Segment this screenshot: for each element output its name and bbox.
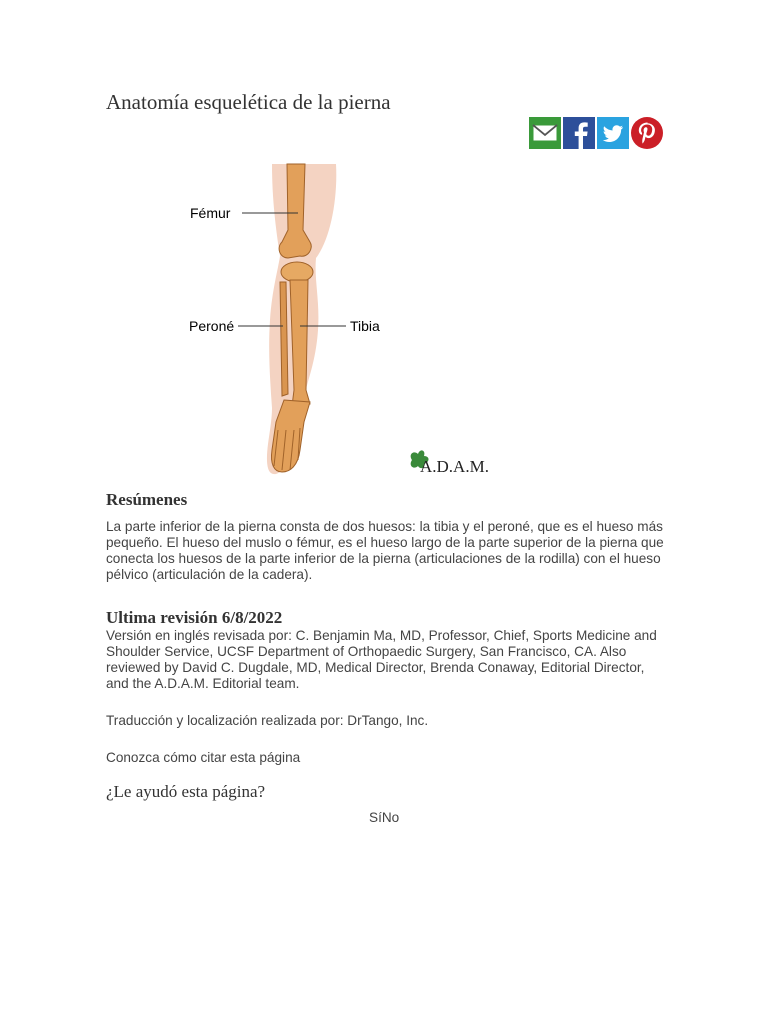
twitter-share-button[interactable] [597,117,629,149]
revision-text: Versión en inglés revisada por: C. Benjamin Ma, MD, Professor, Chief, Sports Medicine and Shoulder Service, UCSF Department of Orthopaedic Surgery, San Francisco, CA. Also reviewed by David C. Dugdale, MD, Medical Director, Brenda Conaway, Editorial Director, and the A.D.A.M. Editorial team. [106,628,657,691]
facebook-share-button[interactable] [563,117,595,149]
twitter-icon [597,117,629,149]
pinterest-icon [631,117,663,149]
femur-label: Fémur [190,205,231,221]
summary-text: La parte inferior de la pierna consta de dos huesos: la tibia y el peroné, que es el hueso más pequeño. El hueso del muslo o fémur, es el hueso largo de la parte superior de la pierna que conecta los huesos de la parte inferior de la pierna (articulaciones de la rodilla) con el hueso pélvico (articulación de la cadera). [106,519,664,582]
cite-link[interactable]: Conozca cómo citar esta página [106,750,301,765]
facebook-icon [563,117,595,149]
feedback-question: ¿Le ayudó esta página? [106,782,266,801]
adam-logo [411,450,489,476]
feedback-no-button[interactable]: No [381,810,400,825]
leg-skeleton-illustration [180,160,500,480]
translation-credit: Traducción y localización realizada por: DrTango, Inc. [106,713,429,728]
perone-label: Peroné [189,318,235,334]
svg-text:A.D.A.M.: A.D.A.M. [420,457,489,476]
revision-heading: Ultima revisión 6/8/2022 [106,608,283,627]
email-icon [529,117,561,149]
feedback-yes-button[interactable]: Sí [369,810,382,825]
share-bar [529,117,663,149]
feedback-vote [369,810,399,825]
pinterest-share-button[interactable] [631,117,663,149]
summary-heading: Resúmenes [106,490,188,509]
email-share-button[interactable] [529,117,561,149]
tibia-label: Tibia [350,318,380,334]
leg-anatomy-figure [180,160,500,480]
page-title: Anatomía esquelética de la pierna [106,90,391,114]
